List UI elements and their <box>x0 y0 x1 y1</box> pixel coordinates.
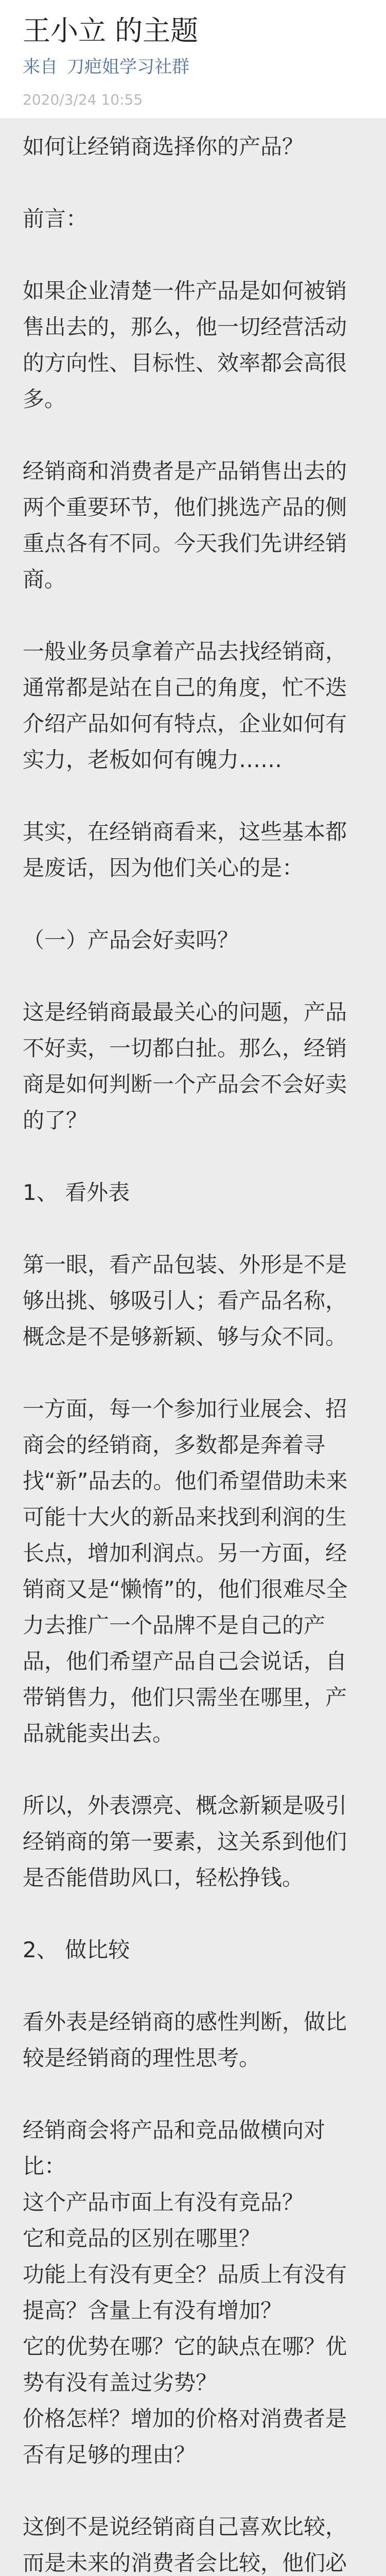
topic-title: 王小立 的主题 <box>23 14 199 47</box>
article-paragraph: 看外表是经销商的感性判断，做比较是经销商的理性思考。 <box>23 2009 347 2071</box>
article-paragraph: 所以，外表漂亮、概念新颖是吸引经销商的第一要素，这关系到他们是否能借助风口，轻松挣钱。 <box>23 1793 347 1890</box>
post-date: 2020/3/24 10:55 <box>23 91 143 108</box>
article-paragraph: 经销商和消费者是产品销售出去的两个重要环节，他们挑选产品的侧重点各有不同。今天我们先讲经销商。 <box>23 459 347 592</box>
post-header <box>0 0 386 118</box>
subsection-heading: 1、 看外表 <box>23 1180 130 1205</box>
article-paragraph: 经销商会将产品和竞品做横向对比： 这个产品市面上有没有竞品？ 它和竞品的区别在哪里？ 功能上有没有更全？品质上有没有提高？含量上有没有增加？ 它的优势在哪？它的缺点在哪？优势有没有盖过劣势？ 价格怎样？增加的价格对消费者是否有足够的理由？ <box>23 2117 347 2467</box>
article-paragraph: 一般业务员拿着产品去找经销商，通常都是站在自己的角度，忙不迭介绍产品如何有特点，企业如何有实力，老板如何有魄力…… <box>23 639 347 772</box>
group-name-link[interactable]: 刀疤姐学习社群 <box>67 57 189 77</box>
article-paragraph: 如果企业清楚一件产品是如何被销售出去的，那么，他一切经营活动的方向性、目标性、效率都会高很多。 <box>23 278 347 412</box>
header-divider <box>0 118 386 120</box>
section-heading: （一）产品会好卖吗？ <box>23 927 239 953</box>
article-paragraph: 第一眼，看产品包装、外形是不是够出挑、够吸引人；看产品名称，概念是不是够新颖、够与众不同。 <box>23 1252 347 1349</box>
source-label: 来自 <box>23 57 58 77</box>
article-paragraph: 前言： <box>23 206 88 231</box>
article-title: 如何让经销商选择你的产品？ <box>23 134 304 159</box>
subsection-heading: 2、 做比较 <box>23 1937 130 1962</box>
source-line <box>23 57 189 77</box>
article-paragraph: 其实，在经销商看来，这些基本都是废话，因为他们关心的是： <box>23 819 347 880</box>
article-paragraph: 这是经销商最最关心的问题，产品不好卖，一切都白扯。那么，经销商是如何判断一个产品会不会好卖的了？ <box>23 999 347 1133</box>
article-paragraph: 这倒不是说经销商自己喜欢比较，而是未来的消费者会比较，他们必 <box>23 2514 347 2575</box>
article-body <box>23 129 362 2576</box>
article-paragraph: 一方面，每一个参加行业展会、招商会的经销商，多数都是奔着寻找“新”品去的。他们希望借助未来可能十大火的新品来找到利润的生长点，增加利润点。另一方面，经销商又是“懒惰”的，他们很难尽全力去推广一个品牌不是自己的产品，他们希望产品自己会说话，自带销售力，他们只需坐在哪里，产品就能卖出去。 <box>23 1396 348 1746</box>
